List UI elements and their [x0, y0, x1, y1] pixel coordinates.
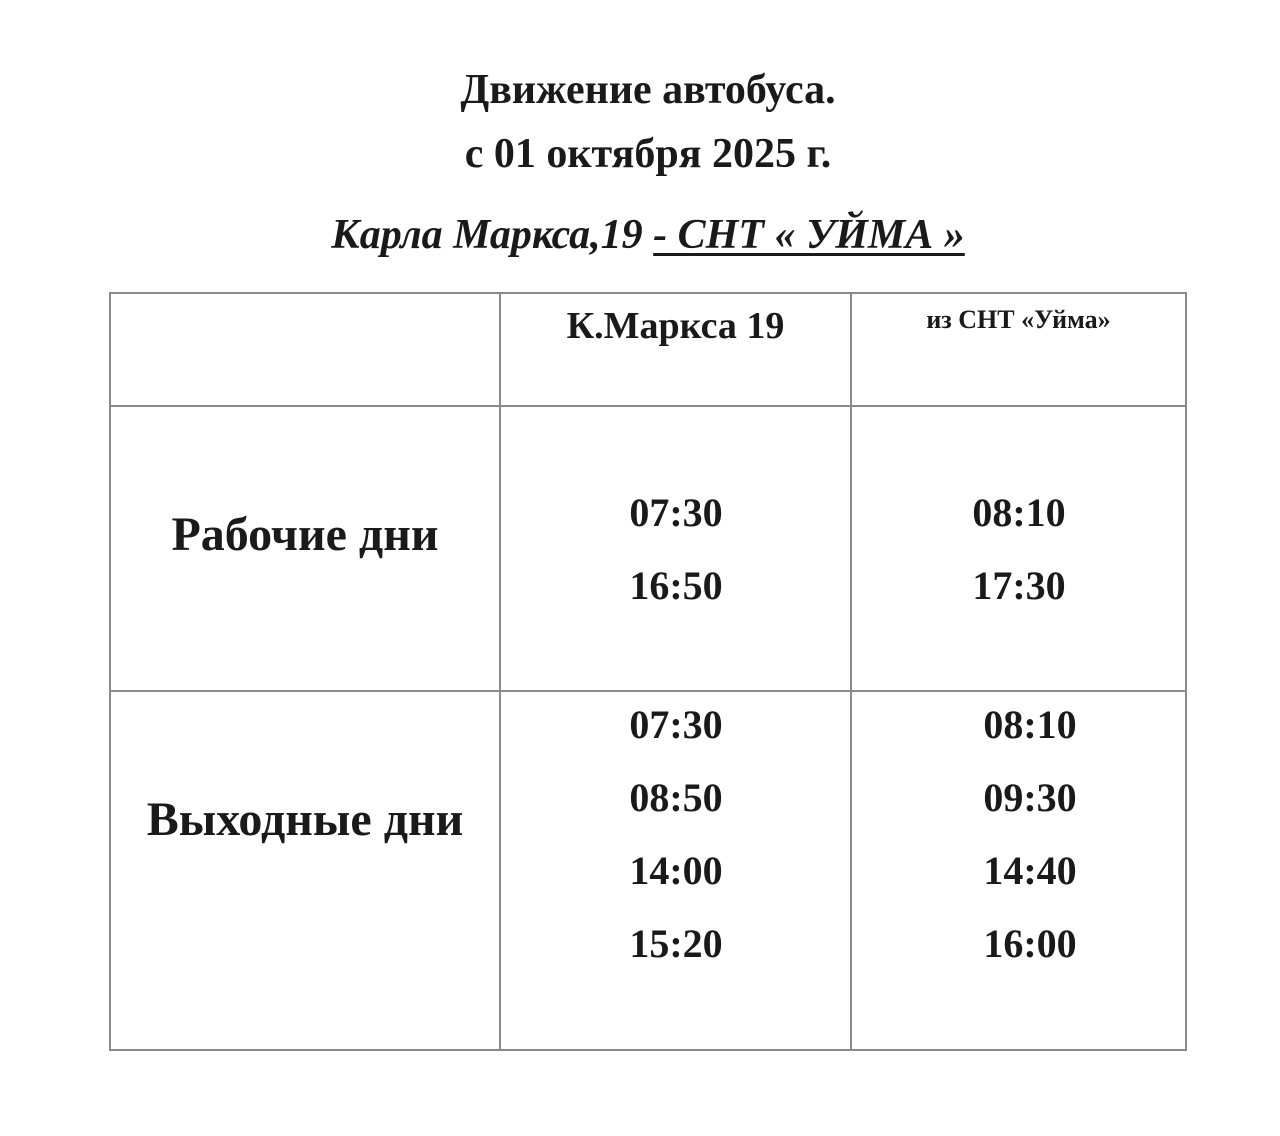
time-cell: 09:30 — [983, 775, 1077, 820]
time-cell: 16:00 — [983, 921, 1077, 966]
time-cell: 14:40 — [983, 848, 1077, 893]
page-title: Движение автобуса. — [460, 67, 836, 113]
effective-date: с 01 октября 2025 г. — [464, 131, 832, 177]
time-cell: 16:50 — [629, 563, 723, 608]
row-label-weekdays: Рабочие дни — [171, 508, 439, 561]
route-destination: - СНТ « УЙМА » — [653, 212, 965, 258]
time-cell: 07:30 — [629, 490, 723, 535]
row-divider-weekday — [109, 690, 1187, 692]
time-cell: 07:30 — [629, 702, 723, 747]
row-divider-header — [109, 405, 1187, 407]
table-border-bottom — [109, 1049, 1187, 1051]
route-origin: Карла Маркса,19 — [331, 212, 654, 258]
time-cell: 17:30 — [972, 563, 1066, 608]
time-cell: 08:10 — [983, 702, 1077, 747]
route-title — [0, 211, 1280, 259]
column-header-uima: из СНТ «Уйма» — [926, 305, 1111, 334]
column-header-marx: К.Маркса 19 — [566, 305, 785, 347]
time-cell: 08:50 — [629, 775, 723, 820]
table-border-top — [109, 292, 1187, 294]
time-cell: 14:00 — [629, 848, 723, 893]
time-cell: 08:10 — [972, 490, 1066, 535]
row-label-weekends: Выходные дни — [146, 793, 464, 846]
time-cell: 15:20 — [629, 921, 723, 966]
